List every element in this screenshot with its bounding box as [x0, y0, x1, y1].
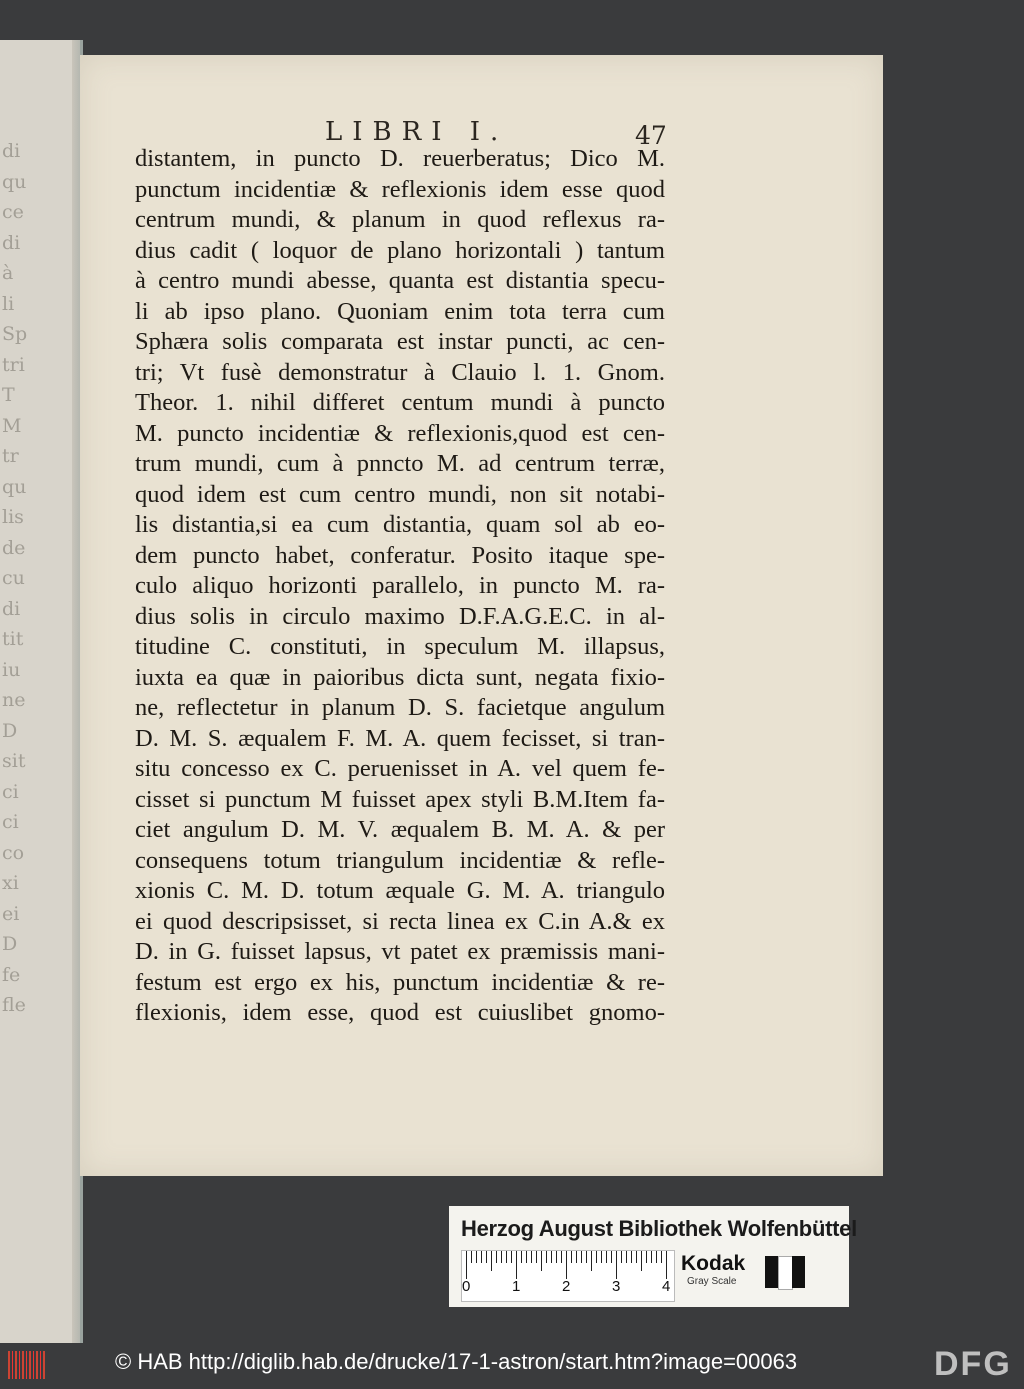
- left-page-fragment: xi: [2, 872, 19, 894]
- ruler-tick: [566, 1251, 567, 1279]
- left-page-fragment: qu: [2, 170, 27, 193]
- ruler-tick: [581, 1251, 582, 1263]
- ruler-number: 1: [512, 1278, 521, 1295]
- ruler-tick: [526, 1251, 527, 1263]
- left-page-edge: [0, 40, 83, 1360]
- ruler-number: 4: [662, 1278, 671, 1295]
- text-line: festum est ergo ex his, punctum incidentiæ & re-: [135, 968, 665, 996]
- text-line: xionis C. M. D. totum æquale G. M. A. triangulo: [135, 877, 665, 904]
- text-line: dius cadit ( loquor de plano horizontali ) tantum: [135, 236, 665, 264]
- left-page-fragment: tr: [2, 445, 19, 467]
- left-page-fragment: co: [2, 841, 25, 864]
- left-page-fragment: à: [2, 262, 14, 284]
- copyright-link[interactable]: © HAB http://diglib.hab.de/drucke/17-1-astron/start.htm?image=00063: [115, 1349, 798, 1374]
- text-line: dem puncto habet, conferatur. Posito itaque spe-: [135, 541, 665, 569]
- left-page-fragment: cu: [2, 567, 25, 589]
- text-line: centrum mundi, & planum in quod reflexus ra-: [135, 206, 665, 233]
- left-page-fragment: D: [2, 719, 18, 742]
- text-line: ei quod descripsisset, si recta linea ex C.in A.& ex: [135, 907, 665, 935]
- text-line: Theor. 1. nihil differet centum mundi à puncto: [135, 389, 665, 416]
- left-page-fragment: di: [2, 140, 21, 162]
- text-line: li ab ipso plano. Quoniam enim tota terra cum: [135, 297, 665, 325]
- ruler-tick: [556, 1251, 557, 1263]
- left-page-fragment: lis: [2, 506, 24, 528]
- ruler-tick: [646, 1251, 647, 1263]
- ruler-tick: [521, 1251, 522, 1263]
- ruler-tick: [616, 1251, 617, 1279]
- text-line: ne, reflectetur in planum D. S. facietque angulum: [135, 694, 665, 721]
- dfg-logo: DFG: [934, 1345, 1012, 1383]
- left-page-fragment: fle: [2, 994, 26, 1016]
- ruler-tick: [611, 1251, 612, 1263]
- text-line: cisset si punctum M fuisset apex styli B.M.Item fa-: [135, 785, 665, 813]
- scale-ruler: [461, 1250, 675, 1302]
- text-line: D. M. S. æqualem F. M. A. quem fecisset, si tran-: [135, 724, 665, 752]
- library-name: Herzog August Bibliothek Wolfenbüttel: [461, 1216, 857, 1241]
- text-line: distantem, in puncto D. reuerberatus; Dico M.: [135, 145, 665, 172]
- ruler-tick: [591, 1251, 592, 1271]
- left-page-fragment: di: [2, 597, 21, 620]
- text-line: titudine C. constituti, in speculum M. illapsus,: [135, 633, 665, 660]
- page-number: 47: [635, 121, 667, 150]
- left-page-fragment: fe: [2, 963, 21, 986]
- left-page-fragment: ne: [2, 689, 26, 711]
- ruler-tick: [586, 1251, 587, 1263]
- text-line: ciet angulum D. M. V. æqualem B. M. A. & per: [135, 816, 665, 843]
- body-text: [135, 144, 665, 1029]
- left-page-fragment: sit: [2, 750, 26, 772]
- ruler-tick: [511, 1251, 512, 1263]
- running-head: LIBRI I.: [325, 117, 509, 147]
- ruler-tick: [636, 1251, 637, 1263]
- ruler-tick: [486, 1251, 487, 1263]
- gray-swatch-black: [765, 1256, 778, 1288]
- text-line: punctum incidentiæ & reflexionis idem esse quod: [135, 175, 665, 203]
- gray-scale-label: Gray Scale: [687, 1276, 737, 1287]
- left-page-fragment: T: [2, 384, 15, 406]
- text-line: consequens totum triangulum incidentiæ & refle-: [135, 846, 665, 874]
- ruler-tick: [561, 1251, 562, 1263]
- ruler-tick: [631, 1251, 632, 1263]
- ruler-tick: [471, 1251, 472, 1263]
- ruler-tick: [531, 1251, 532, 1263]
- gray-swatch-white: [778, 1256, 793, 1290]
- ruler-tick: [666, 1251, 667, 1279]
- gray-swatch-black-2: [792, 1256, 805, 1288]
- ruler-tick: [621, 1251, 622, 1263]
- left-page-fragment: de: [2, 536, 26, 559]
- ruler-tick: [491, 1251, 492, 1271]
- ruler-tick: [466, 1251, 467, 1279]
- barcode-icon: [8, 1351, 46, 1379]
- ruler-tick: [571, 1251, 572, 1263]
- ruler-tick: [536, 1251, 537, 1263]
- left-page-fragment: M: [2, 414, 22, 437]
- left-page-fragment: iu: [2, 658, 21, 681]
- book-page: [80, 55, 883, 1176]
- ruler-tick: [576, 1251, 577, 1263]
- gutter-shadow: [72, 40, 80, 1360]
- ruler-tick: [651, 1251, 652, 1263]
- text-line: situ concesso ex C. peruenisset in A. vel quem fe-: [135, 755, 665, 782]
- ruler-tick: [501, 1251, 502, 1263]
- text-line: quod idem est cum centro mundi, non sit notabi-: [135, 480, 665, 508]
- ruler-tick: [481, 1251, 482, 1263]
- text-line: M. puncto incidentiæ & reflexionis,quod est cen-: [135, 419, 665, 447]
- ruler-tick: [551, 1251, 552, 1263]
- left-page-fragment: tri: [2, 353, 25, 376]
- text-line: flexionis, idem esse, quod est cuiuslibet gnomo-: [135, 999, 665, 1026]
- left-page-fragment: di: [2, 231, 21, 254]
- ruler-tick: [606, 1251, 607, 1263]
- ruler-tick: [541, 1251, 542, 1271]
- text-line: D. in G. fuisset lapsus, vt patet ex præmissis mani-: [135, 938, 665, 965]
- ruler-number: 3: [612, 1278, 621, 1295]
- left-page-fragment: D: [2, 933, 18, 955]
- ruler-tick: [641, 1251, 642, 1271]
- left-page-fragment: tit: [2, 628, 24, 650]
- ruler-tick: [516, 1251, 517, 1279]
- ruler-tick: [496, 1251, 497, 1263]
- text-line: Sphæra solis comparata est instar puncti, ac cen-: [135, 328, 665, 355]
- text-line: dius solis in circulo maximo D.F.A.G.E.C. in al-: [135, 602, 665, 630]
- ruler-tick: [506, 1251, 507, 1263]
- text-line: iuxta ea quæ in paioribus dicta sunt, negata fixio-: [135, 663, 665, 691]
- left-page-fragment: Sp: [2, 323, 28, 345]
- text-line: tri; Vt fusè demonstratur à Clauio l. 1. Gnom.: [135, 358, 665, 386]
- left-page-fragment: ce: [2, 201, 24, 223]
- ruler-number: 0: [462, 1278, 471, 1295]
- ruler-tick: [626, 1251, 627, 1263]
- ruler-tick: [656, 1251, 657, 1263]
- left-page-fragment: ei: [2, 902, 20, 925]
- text-line: trum mundi, cum à pnncto M. ad centrum terræ,: [135, 450, 665, 477]
- text-line: lis distantia,si ea cum distantia, quam sol ab eo-: [135, 511, 665, 538]
- library-label: [449, 1206, 857, 1307]
- text-line: culo aliquo horizonti parallelo, in puncto M. ra-: [135, 572, 665, 599]
- left-page-fragment: ci: [2, 780, 19, 803]
- footer-bar: [0, 1343, 1024, 1389]
- left-page-fragment: ci: [2, 811, 19, 833]
- left-page-fragment: qu: [2, 475, 27, 498]
- ruler-tick: [476, 1251, 477, 1263]
- ruler-tick: [601, 1251, 602, 1263]
- ruler-tick: [661, 1251, 662, 1263]
- ruler-tick: [546, 1251, 547, 1263]
- kodak-logo: Kodak: [681, 1252, 746, 1275]
- left-page-fragment: li: [2, 292, 15, 315]
- ruler-tick: [596, 1251, 597, 1263]
- ruler-number: 2: [562, 1278, 571, 1295]
- text-line: à centro mundi abesse, quanta est distantia specu-: [135, 267, 665, 294]
